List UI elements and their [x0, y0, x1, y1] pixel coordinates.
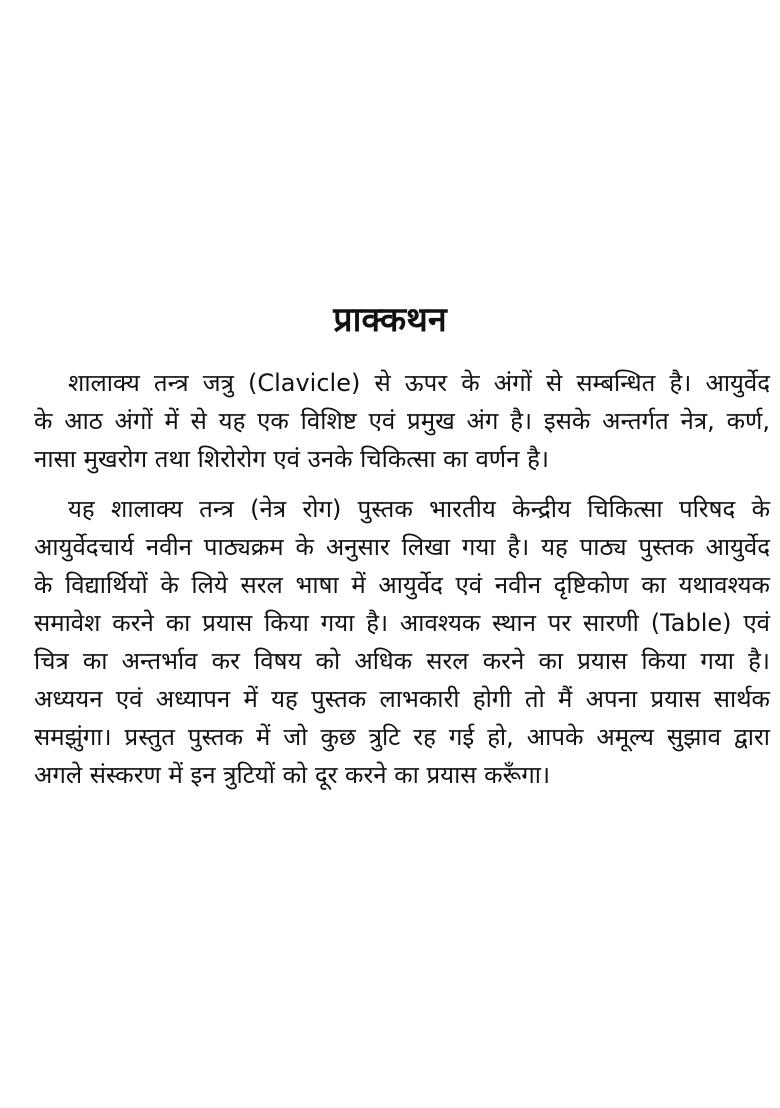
text-line: अध्ययन एवं अध्यापन में यह पुस्तक लाभकारी होगी तो मैं अपना प्रयास सार्थक: [34, 685, 770, 713]
text-line: के आठ अंगों में से यह एक विशिष्ट एवं प्रमुख अंग है। इसके अन्तर्गत नेत्र, कर्ण,: [34, 407, 770, 435]
text-line: अगले संस्करण में इन त्रुटियों को दूर करने का प्रयास करूँगा।: [34, 761, 551, 789]
text-line: यह शालाक्य तन्त्र (नेत्र रोग) पुस्तक भारतीय केन्द्रीय चिकित्सा परिषद के: [68, 495, 770, 523]
text-line: नासा मुखरोग तथा शिरोरोग एवं उनके चिकित्सा का वर्णन है।: [34, 445, 549, 473]
text-line: समझुंगा। प्रस्तुत पुस्तक में जो कुछ त्रुटि रह गई हो, आपके अमूल्य सुझाव द्वारा: [34, 723, 770, 751]
text-line: आयुर्वेदचार्य नवीन पाठ्यक्रम के अनुसार लिखा गया है। यह पाठ्य पुस्तक आयुर्वेद: [34, 533, 770, 561]
text-line: समावेश करने का प्रयास किया गया है। आवश्यक स्थान पर सारणी (Table) एवं: [34, 609, 770, 637]
text-line: चित्र का अन्तर्भाव कर विषय को अधिक सरल करने का प्रयास किया गया है।: [34, 647, 770, 675]
paragraph-2: [34, 490, 770, 794]
text-line: शालाक्य तन्त्र जत्रु (Clavicle) से ऊपर के अंगों से सम्बन्धित है। आयुर्वेद: [68, 369, 770, 397]
text-line: के विद्यार्थियों के लिये सरल भाषा में आयुर्वेद एवं नवीन दृष्टिकोण का यथावश्यक: [34, 571, 770, 599]
page-title: प्राक्कथन: [333, 300, 447, 340]
paragraph-1: [34, 364, 770, 478]
